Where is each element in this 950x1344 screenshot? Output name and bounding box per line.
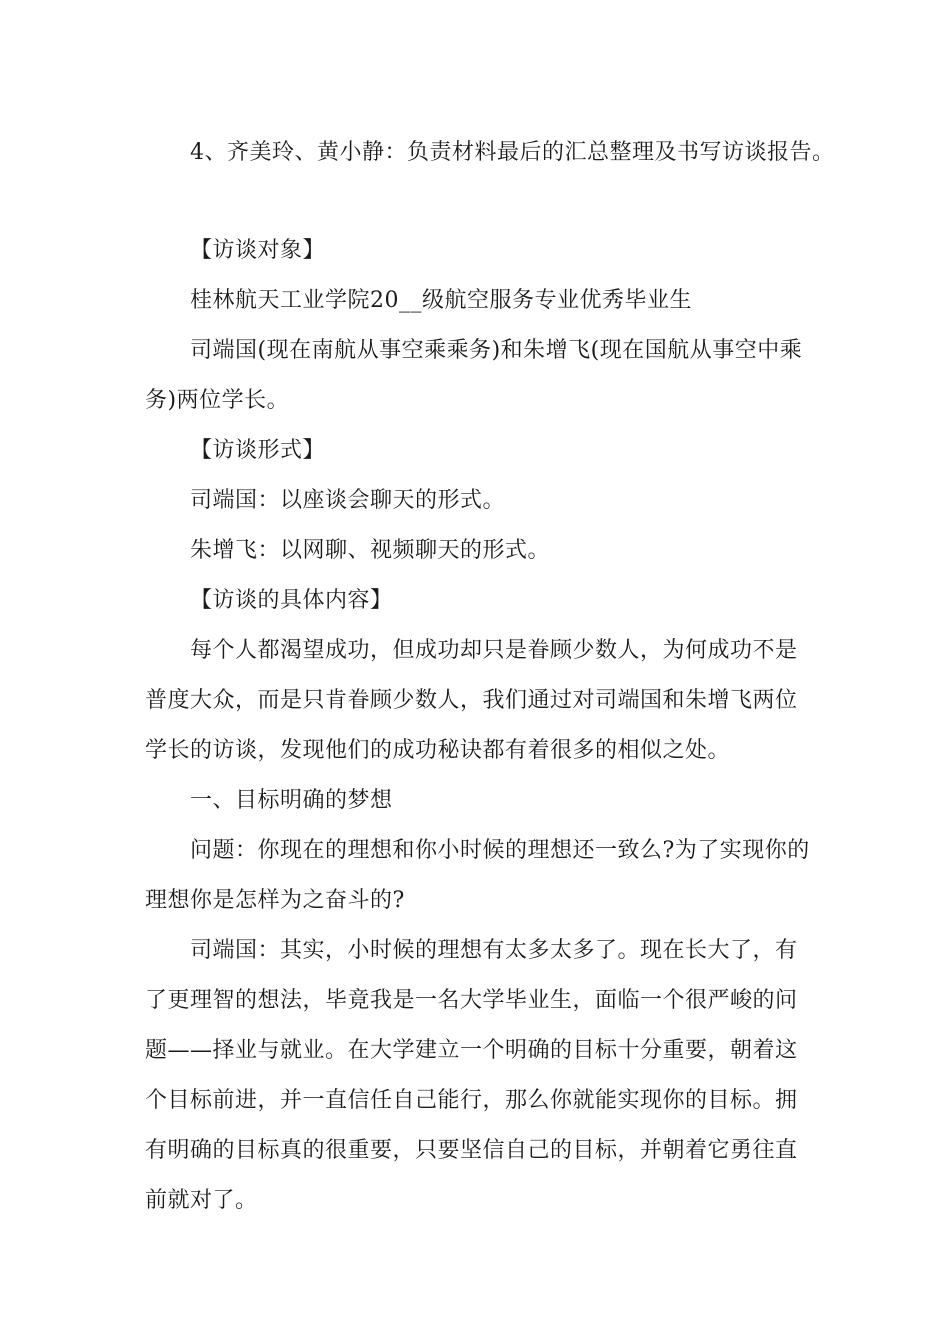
answer-line-1: 司端国：其实，小时候的理想有太多太多了。现在长大了，有 bbox=[190, 938, 798, 963]
subjects-line-3: 务)两位学长。 bbox=[145, 388, 290, 413]
format-line-2: 朱增飞：以网聊、视频聊天的形式。 bbox=[190, 538, 551, 563]
section-heading-1: 一、目标明确的梦想 bbox=[190, 788, 393, 813]
paragraph-responsibility-4: 4、齐美玲、黄小静：负责材料最后的汇总整理及书写访谈报告。 bbox=[190, 140, 835, 165]
answer-line-6: 前就对了。 bbox=[145, 1188, 258, 1213]
subjects-line-1: 桂林航天工业学院20__级航空服务专业优秀毕业生 bbox=[190, 288, 692, 313]
question-line-2: 理想你是怎样为之奋斗的? bbox=[145, 888, 405, 913]
content-intro-line-3: 学长的访谈，发现他们的成功秘诀都有着很多的相似之处。 bbox=[145, 738, 731, 763]
answer-line-3: 题——择业与就业。在大学建立一个明确的目标十分重要，朝着这 bbox=[145, 1038, 798, 1063]
subjects-line-2: 司端国(现在南航从事空乘乘务)和朱增飞(现在国航从事空中乘 bbox=[190, 338, 803, 363]
format-line-1: 司端国：以座谈会聊天的形式。 bbox=[190, 488, 506, 513]
content-intro-line-1: 每个人都渴望成功，但成功却只是眷顾少数人，为何成功不是 bbox=[190, 638, 798, 663]
answer-line-2: 了更理智的想法，毕竟我是一名大学毕业生，面临一个很严峻的问 bbox=[145, 988, 798, 1013]
answer-line-5: 有明确的目标真的很重要，只要坚信自己的目标，并朝着它勇往直 bbox=[145, 1138, 798, 1163]
content-intro-line-2: 普度大众，而是只肯眷顾少数人，我们通过对司端国和朱增飞两位 bbox=[145, 688, 798, 713]
question-line-1: 问题：你现在的理想和你小时候的理想还一致么?为了实现你的 bbox=[190, 838, 810, 863]
heading-interview-content: 【访谈的具体内容】 bbox=[190, 588, 393, 613]
heading-interview-format: 【访谈形式】 bbox=[190, 438, 326, 463]
answer-line-4: 个目标前进，并一直信任自己能行，那么你就能实现你的目标。拥 bbox=[145, 1088, 798, 1113]
heading-interview-subjects: 【访谈对象】 bbox=[190, 238, 326, 263]
